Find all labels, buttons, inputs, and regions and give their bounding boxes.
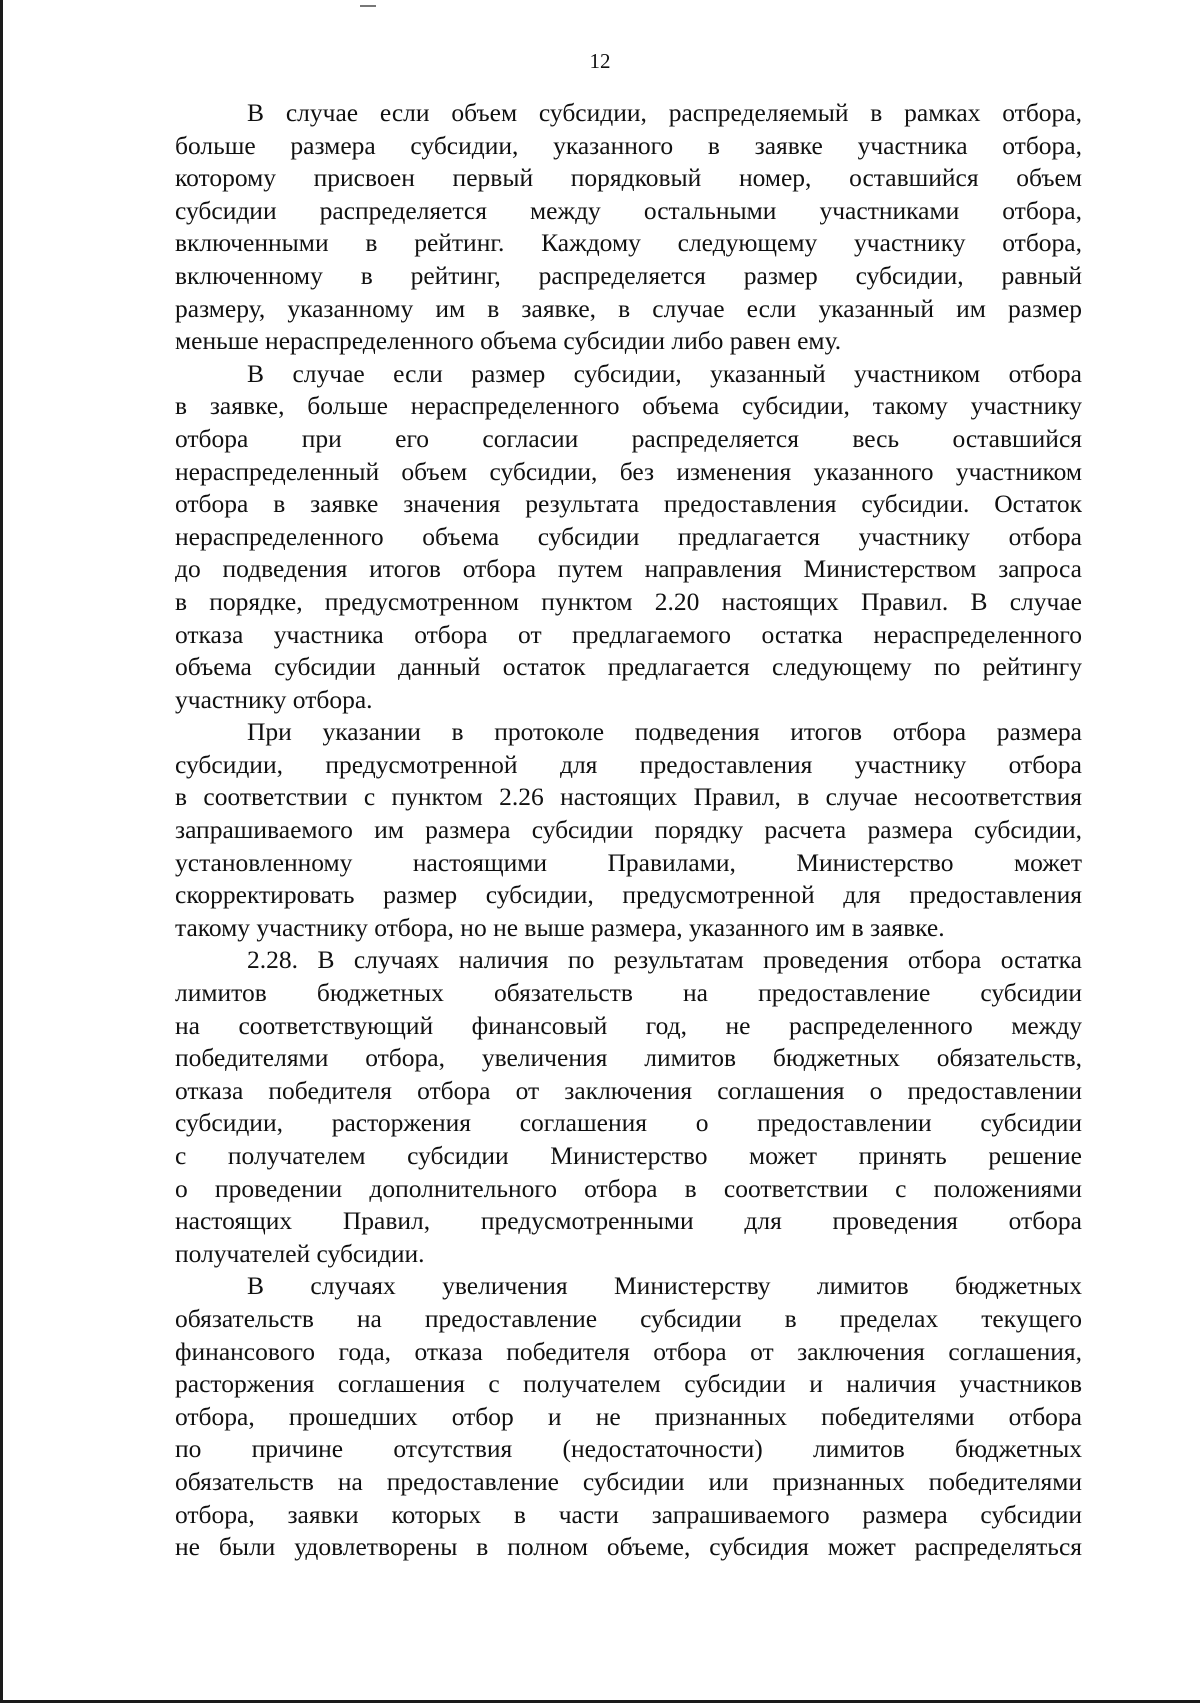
text-line: отказа участника отбора от предлагаемого остатка нераспределенного [175, 619, 1082, 649]
text-line: до подведения итогов отбора путем направления Министерством запроса [175, 554, 1082, 584]
text-line: отбора, заявки которых в части запрашиваемого размера субсидии [175, 1499, 1082, 1529]
document-body [175, 97, 1082, 1564]
text-line: запрашиваемого им размера субсидии порядку расчета размера субсидии, [175, 815, 1082, 845]
text-line: При указании в протоколе подведения итогов отбора размера [247, 717, 1082, 747]
text-line: больше размера субсидии, указанного в заявке участника отбора, [175, 130, 1082, 160]
text-line: В случае если объем субсидии, распределяемый в рамках отбора, [247, 98, 1082, 127]
text-line: лимитов бюджетных обязательств на предоставление субсидии [175, 978, 1082, 1008]
text-line: по причине отсутствия (недостаточности) лимитов бюджетных [175, 1434, 1082, 1464]
text-line: финансового года, отказа победителя отбора от заключения соглашения, [175, 1336, 1082, 1366]
page-number: 12 [589, 49, 611, 73]
text-line: включенными в рейтинг. Каждому следующему участнику отбора, [175, 228, 1082, 258]
scan-top-mark [360, 5, 376, 7]
text-line: отбора при его согласии распределяется весь оставшийся [175, 423, 1082, 453]
text-line: расторжения соглашения с получателем субсидии и наличия участников [175, 1369, 1082, 1399]
text-line: о проведении дополнительного отбора в соответствии с положениями [175, 1173, 1082, 1203]
text-line: нераспределенного объема субсидии предлагается участнику отбора [175, 521, 1082, 551]
text-line: В случае если размер субсидии, указанный участником отбора [247, 358, 1082, 388]
text-line: включенному в рейтинг, распределяется размер субсидии, равный [175, 260, 1082, 290]
text-line: субсидии распределяется между остальными участниками отбора, [175, 195, 1082, 225]
text-line: не были удовлетворены в полном объеме, субсидия может распределяться [175, 1532, 1082, 1562]
text-line: обязательств на предоставление субсидии или признанных победителями [175, 1466, 1082, 1496]
text-line: в заявке, больше нераспределенного объема субсидии, такому участнику [175, 391, 1082, 421]
text-line: субсидии, предусмотренной для предоставления участнику отбора [175, 749, 1082, 779]
text-line: 2.28. В случаях наличия по результатам проведения отбора остатка [247, 945, 1082, 975]
text-line: нераспределенный объем субсидии, без изменения указанного участником [175, 456, 1082, 486]
text-line: получателей субсидии. [175, 1238, 425, 1268]
text-line: настоящих Правил, предусмотренными для проведения отбора [175, 1206, 1082, 1236]
text-line: отбора, прошедших отбор и не признанных победителями отбора [175, 1401, 1082, 1431]
text-line: отбора в заявке значения результата предоставления субсидии. Остаток [175, 489, 1082, 519]
text-line: которому присвоен первый порядковый номер, оставшийся объем [175, 163, 1082, 193]
text-line: В случаях увеличения Министерству лимитов бюджетных [247, 1271, 1082, 1301]
text-line: скорректировать размер субсидии, предусмотренной для предоставления [175, 880, 1082, 910]
text-line: установленному настоящими Правилами, Министерство может [175, 847, 1082, 877]
text-line: такому участнику отбора, но не выше размера, указанного им в заявке. [175, 912, 945, 942]
text-line: участнику отбора. [175, 684, 373, 714]
text-line: отказа победителя отбора от заключения соглашения о предоставлении [175, 1075, 1082, 1105]
text-line: субсидии, расторжения соглашения о предоставлении субсидии [175, 1108, 1082, 1138]
text-line: меньше нераспределенного объема субсидии либо равен ему. [175, 326, 842, 356]
text-line: победителями отбора, увеличения лимитов бюджетных обязательств, [175, 1043, 1082, 1073]
text-line: объема субсидии данный остаток предлагается следующему по рейтингу [175, 652, 1082, 682]
text-line: в порядке, предусмотренном пунктом 2.20 настоящих Правил. В случае [175, 586, 1082, 616]
text-line: обязательств на предоставление субсидии в пределах текущего [175, 1303, 1082, 1333]
text-line: в соответствии с пунктом 2.26 настоящих Правил, в случае несоответствия [175, 782, 1082, 812]
text-line: с получателем субсидии Министерство может принять решение [175, 1141, 1082, 1170]
text-line: размеру, указанному им в заявке, в случае если указанный им размер [175, 293, 1082, 323]
scan-left-edge [0, 0, 3, 1703]
text-line: на соответствующий финансовый год, не распределенного между [175, 1010, 1082, 1040]
